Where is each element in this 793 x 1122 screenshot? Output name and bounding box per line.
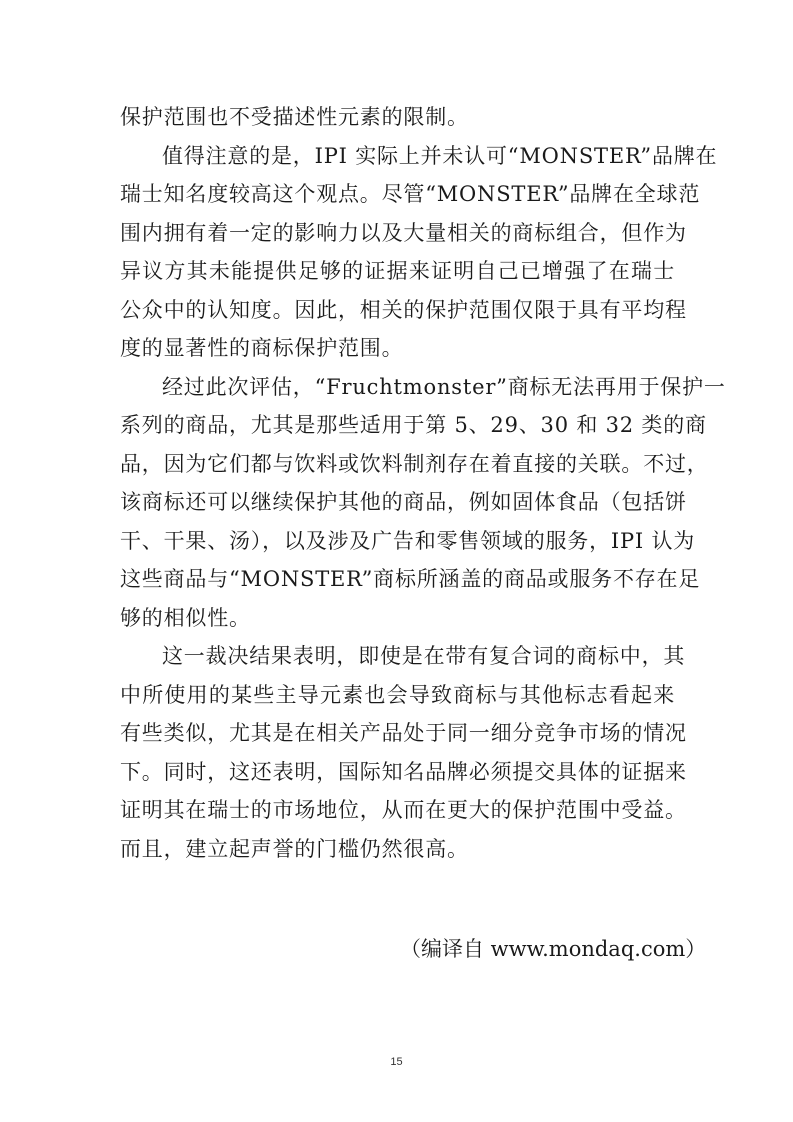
text-line: 度的显著性的商标保护范围。 xyxy=(120,336,404,360)
text-line: 证明其在瑞士的市场地位，从而在更大的保护范围中受益。 xyxy=(120,798,687,822)
text-line: 瑞士知名度较高这个观点。尽管“MONSTER”品牌在全球范 xyxy=(120,182,701,206)
text-line: 这些商品与“MONSTER”商标所涵盖的商品或服务不存在足 xyxy=(120,567,701,591)
paragraph-2 xyxy=(120,137,718,368)
text-line: 这一裁决结果表明，即使是在带有复合词的商标中，其 xyxy=(162,644,686,668)
article-body xyxy=(120,98,726,868)
text-line: 有些类似，尤其是在相关产品处于同一细分竞争市场的情况 xyxy=(120,721,687,745)
text-line: 值得注意的是，IPI 实际上并未认可“MONSTER”品牌在 xyxy=(162,143,718,168)
paragraph-1 xyxy=(120,98,675,137)
text-line: 而且，建立起声誉的门槛仍然很高。 xyxy=(120,836,469,861)
paragraph-4 xyxy=(120,637,687,868)
text-line: 品，因为它们都与饮料或饮料制剂存在着直接的关联。不过， xyxy=(120,451,709,476)
text-line: 经过此次评估，“Fruchtmonster”商标无法再用于保护一 xyxy=(162,374,726,399)
text-line: 围内拥有着一定的影响力以及大量相关的商标组合，但作为 xyxy=(120,220,687,245)
text-line: 该商标还可以继续保护其他的商品，例如固体食品（包括饼 xyxy=(120,490,687,514)
paragraph-3 xyxy=(120,368,726,638)
text-line: 系列的商品，尤其是那些适用于第 5、29、30 和 32 类的商 xyxy=(120,413,707,437)
source-citation: （编译自 www.mondaq.com） xyxy=(400,937,707,961)
text-line: 异议方其未能提供足够的证据来证明自己已增强了在瑞士 xyxy=(120,259,675,283)
text-line: 保护范围也不受描述性元素的限制。 xyxy=(120,105,469,129)
text-line: 公众中的认知度。因此，相关的保护范围仅限于具有平均程 xyxy=(120,297,687,322)
text-line: 够的相似性。 xyxy=(120,605,251,630)
text-line: 下。同时，这还表明，国际知名品牌必须提交具体的证据来 xyxy=(120,759,687,784)
text-line: 中所使用的某些主导元素也会导致商标与其他标志看起来 xyxy=(120,682,675,707)
page-number: 15 xyxy=(390,1056,403,1068)
text-line: 干、干果、汤），以及涉及广告和零售领域的服务，IPI 认为 xyxy=(120,528,696,553)
